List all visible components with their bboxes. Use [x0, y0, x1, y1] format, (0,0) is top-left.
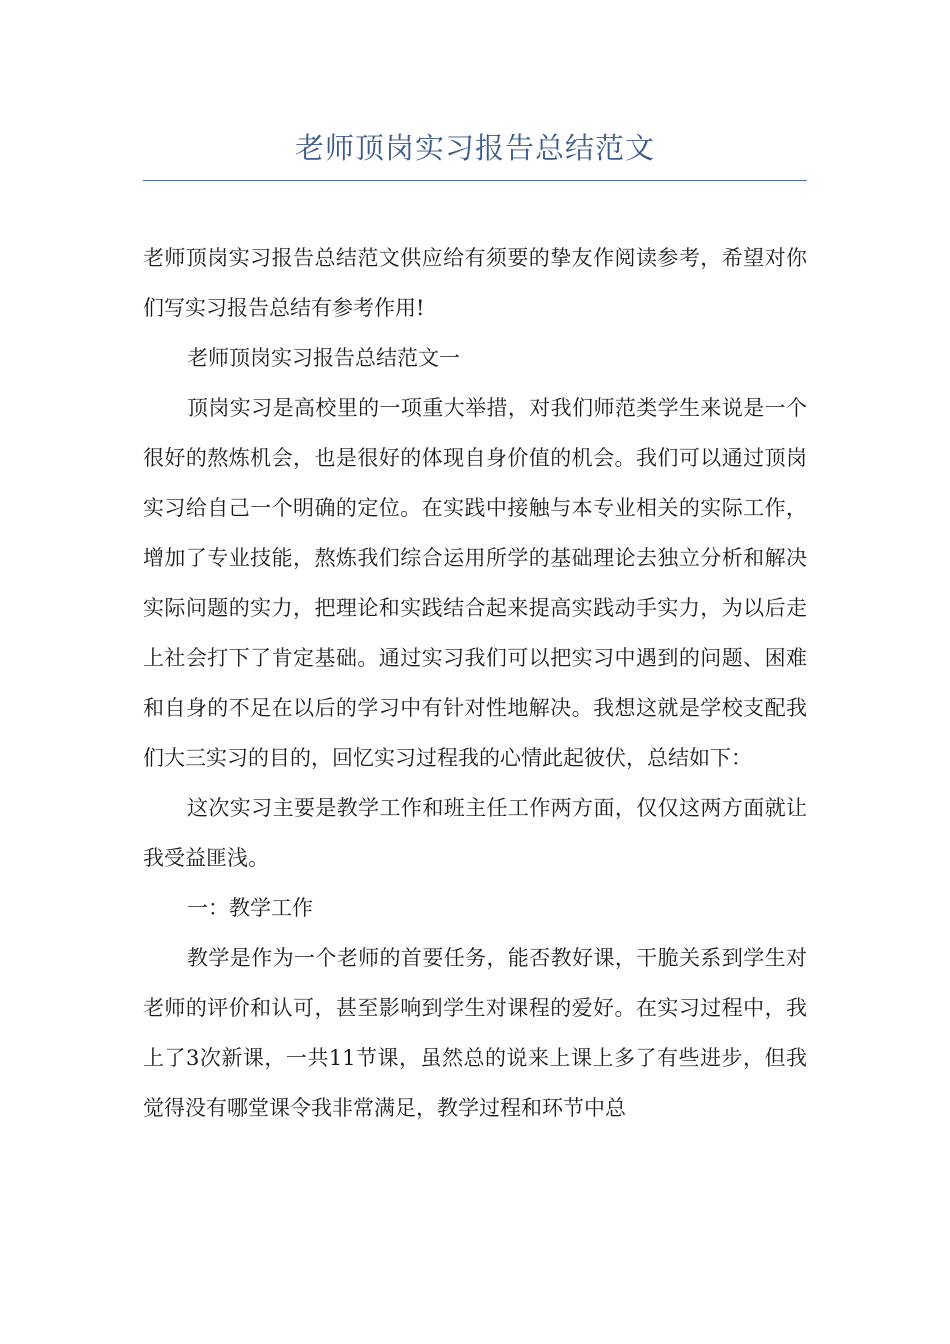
body-paragraph: 顶岗实习是高校里的一项重大举措，对我们师范类学生来说是一个很好的熬炼机会，也是很好的体现自身价值的机会。我们可以通过顶岗实习给自己一个明确的定位。在实践中接触与本专业相关的实际工作，增加了专业技能，熬炼我们综合运用所学的基础理论去独立分析和解决实际问题的实力，把理论和实践结合起来提高实践动手实力，为以后走上社会打下了肯定基础。通过实习我们可以把实习中遇到的问题、困难和自身的不足在以后的学习中有针对性地解决。我想这就是学校支配我们大三实习的目的，回忆实习过程我的心情此起彼伏，总结如下： — [143, 396, 807, 770]
subsection-heading: 一：教学工作 — [187, 896, 313, 920]
body-paragraph: 这次实习主要是教学工作和班主任工作两方面，仅仅这两方面就让我受益匪浅。 — [143, 796, 807, 870]
title-underline — [143, 180, 807, 181]
body-paragraph: 教学是作为一个老师的首要任务，能否教好课，干脆关系到学生对老师的评价和认可，甚至影响到学生对课程的爱好。在实习过程中，我上了3次新课，一共11节课，虽然总的说来上课上多了有些进步，但我觉得没有哪堂课令我非常满足，教学过程和环节中总 — [143, 946, 807, 1120]
document-title: 老师顶岗实习报告总结范文 — [294, 131, 655, 165]
document-body — [143, 233, 807, 1133]
section-heading: 老师顶岗实习报告总结范文一 — [187, 346, 460, 370]
intro-paragraph: 老师顶岗实习报告总结范文供应给有须要的挚友作阅读参考，希望对你们写实习报告总结有参考作用! — [143, 246, 807, 320]
